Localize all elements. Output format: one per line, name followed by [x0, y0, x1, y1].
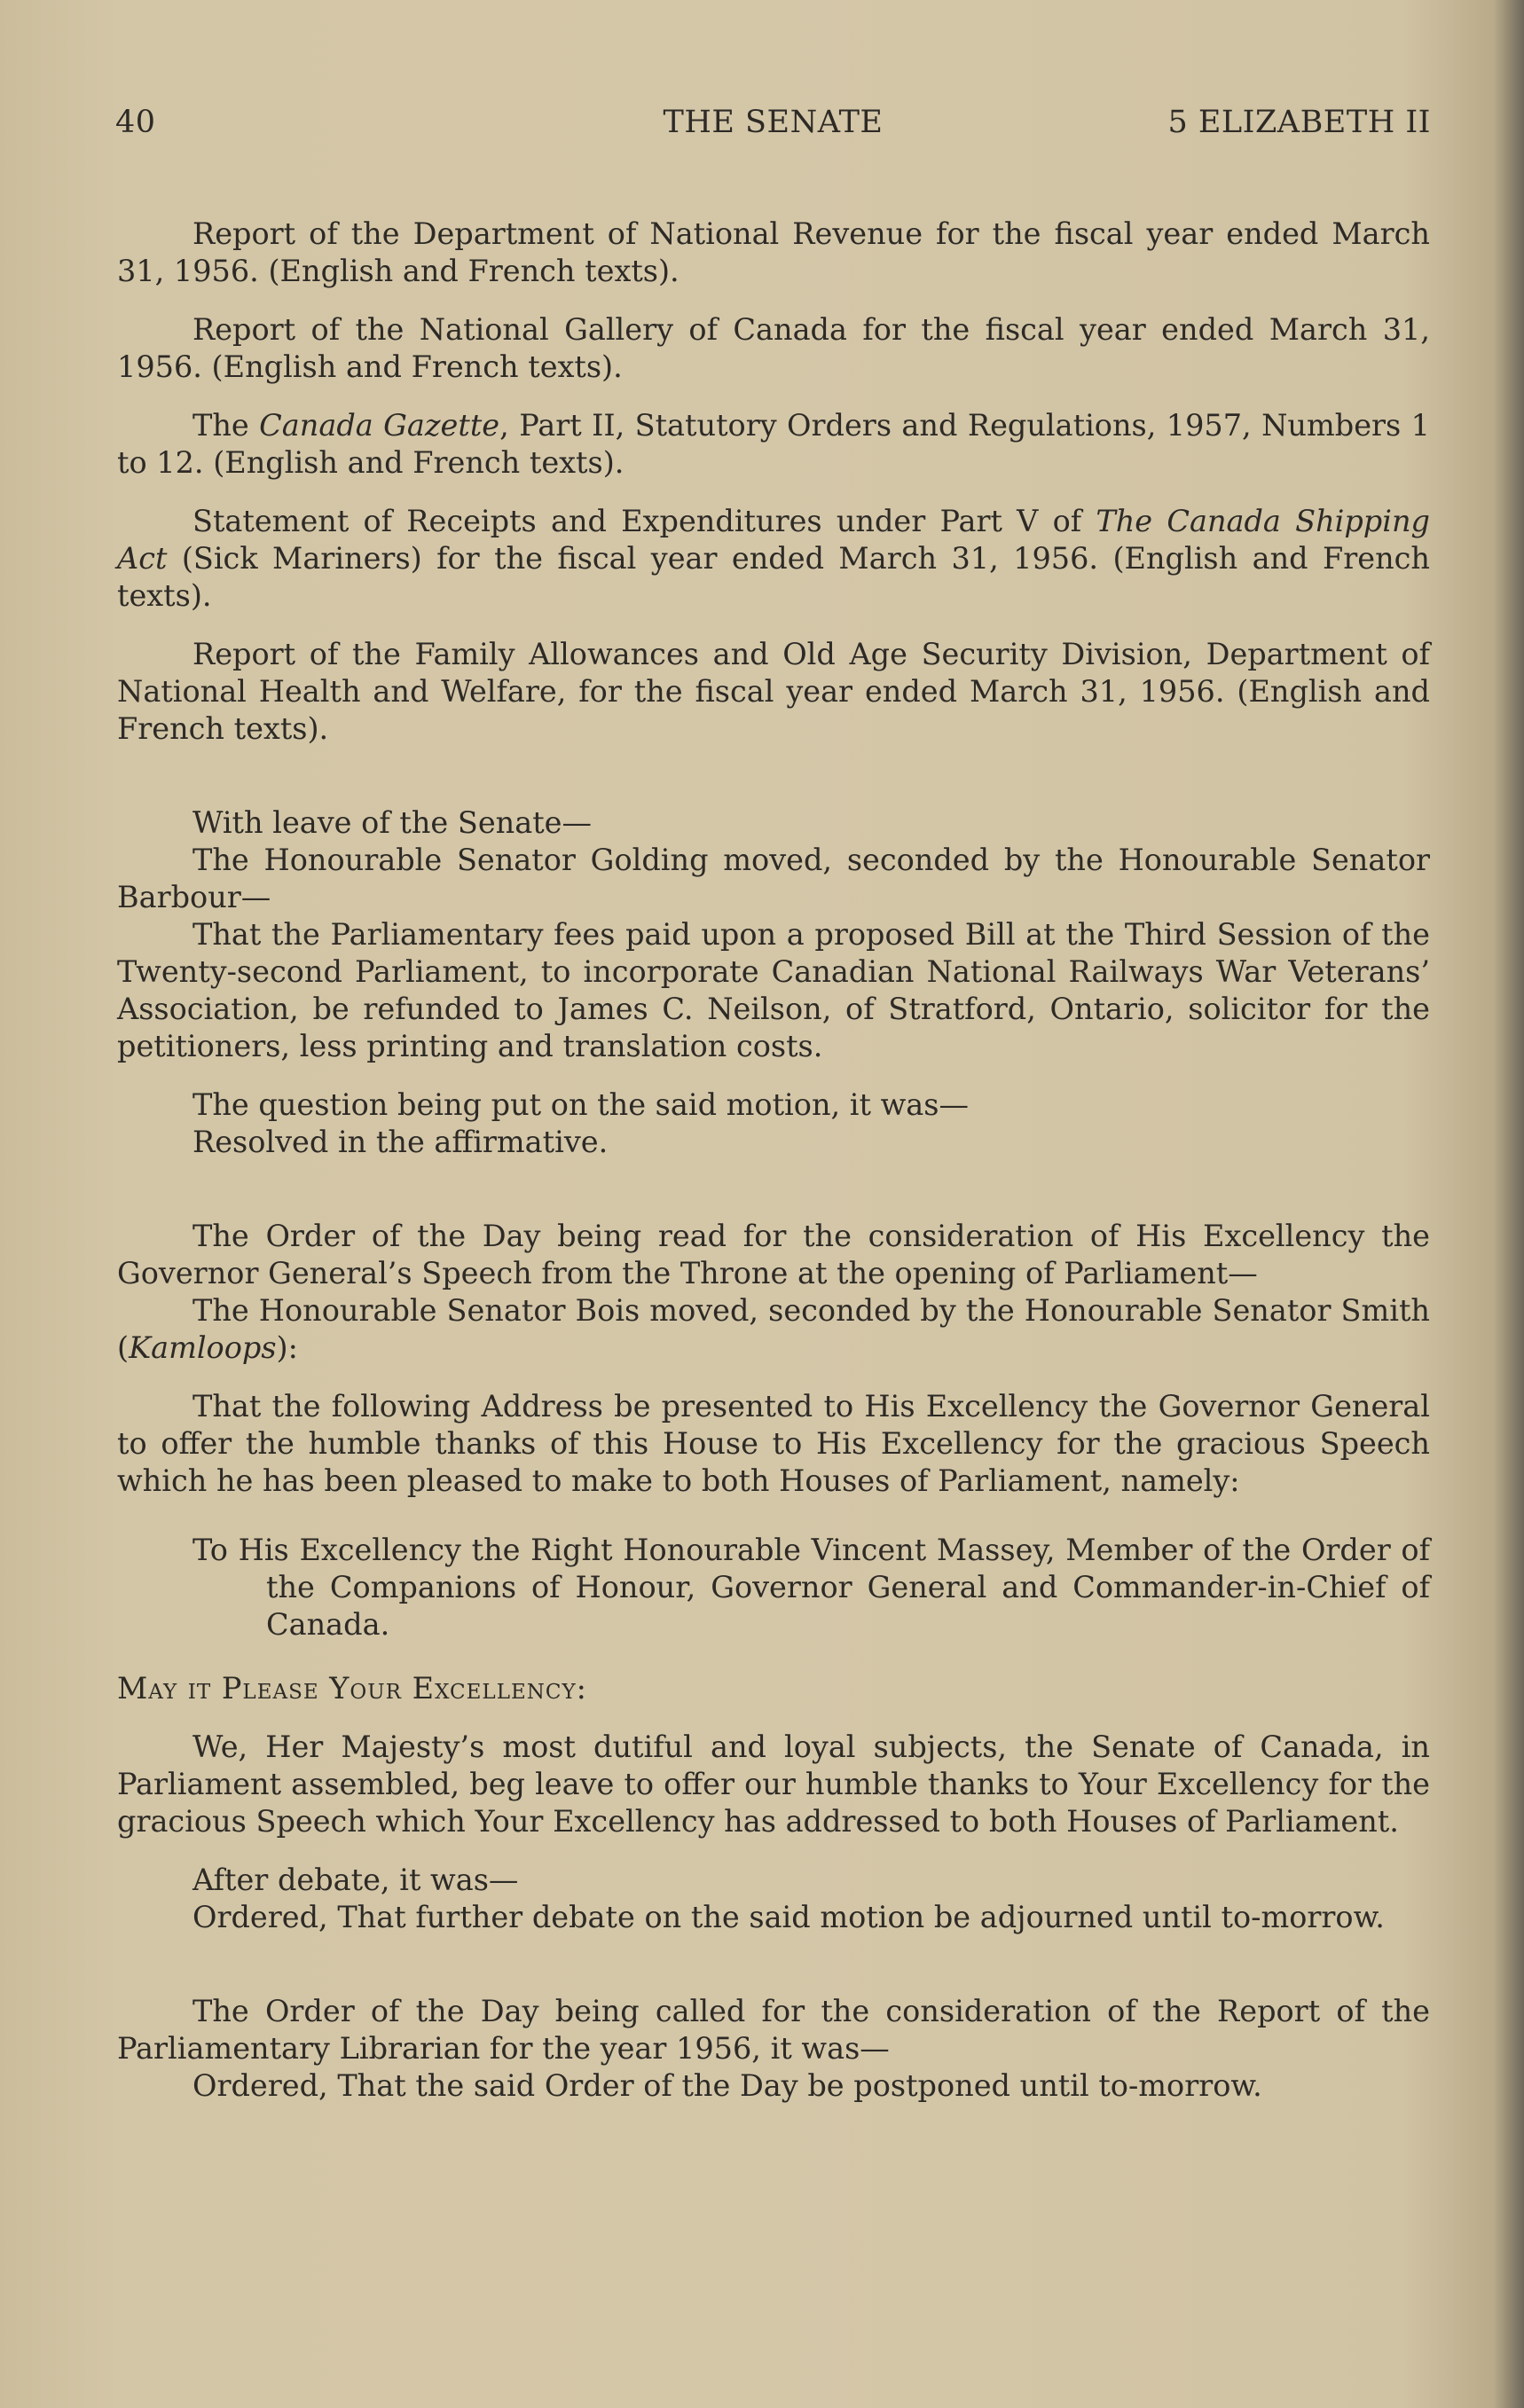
- paragraph-question-put: The question being put on the said motion, it was—: [192, 1087, 969, 1122]
- paragraph-after-debate: After debate, it was—: [192, 1863, 519, 1897]
- paragraph-debate-adjourned: Ordered, That further debate on the said motion be adjourned until to-morrow.: [192, 1900, 1385, 1934]
- paragraph-bois-motion: [117, 1292, 1430, 1367]
- text-segment: , Part II, Statutory Orders and Regulations, 1957, Numbers 1 to 12. (English and French texts).: [117, 408, 1430, 480]
- paragraph-shipping-act-statement: [117, 503, 1430, 615]
- text-segment: Statement of Receipts and Expenditures under Part V of: [192, 504, 1096, 538]
- italic-title: Canada Gazette: [259, 408, 500, 443]
- text-segment: The: [192, 408, 260, 443]
- paragraph-librarian-report: The Order of the Day being called for the consideration of the Report of the Parliamentary Librarian for the year 1956, it was—: [117, 1994, 1430, 2066]
- text-segment: The Honourable Senator Bois moved, seconded by the Honourable Senator Smith (: [117, 1293, 1430, 1365]
- italic-place: Kamloops: [129, 1330, 277, 1365]
- address-to-governor-general: To His Excellency the Right Honourable Vincent Massey, Member of the Order of the Companions of Honour, Governor General and Commander-in-Chief of Canada.: [192, 1533, 1430, 1642]
- paragraph-resolved: Resolved in the affirmative.: [192, 1125, 609, 1159]
- running-header: [115, 105, 1431, 149]
- header-title: THE SENATE: [663, 105, 884, 140]
- paragraph-national-revenue-report: Report of the Department of National Revenue for the fiscal year ended March 31, 1956. (English and French texts).: [117, 216, 1430, 288]
- page-body: [117, 216, 1430, 2126]
- paragraph-humble-thanks: We, Her Majesty’s most dutiful and loyal subjects, the Senate of Canada, in Parliament assembled, beg leave to offer our humble thanks to Your Excellency for the gracious Speech which Your Excellency has addressed to both Houses of Parliament.: [117, 1730, 1430, 1839]
- paragraph-leave-of-senate: With leave of the Senate—: [192, 805, 592, 840]
- italic-title: The Canada Shipping Act: [117, 504, 1430, 576]
- header-reign: 5 ELIZABETH II: [1167, 105, 1431, 140]
- paragraph-order-of-day-speech: The Order of the Day being read for the consideration of His Excellency the Governor General’s Speech from the Throne at the opening of Parliament—: [117, 1219, 1430, 1290]
- paragraph-address-presented: That the following Address be presented to His Excellency the Governor General to offer the humble thanks of this House to His Excellency for the gracious Speech which he has been pleased to make to both Houses of Parliament, namely:: [117, 1389, 1430, 1498]
- paragraph-fees-refund: That the Parliamentary fees paid upon a proposed Bill at the Third Session of the Twenty-second Parliament, to incorporate Canadian National Railways War Veterans’ Association, be refunded to James C. Neilson, of Stratford, Ontario, solicitor for the petitioners, less printing and translation costs.: [117, 917, 1430, 1063]
- paragraph-family-allowances-report: Report of the Family Allowances and Old Age Security Division, Department of National Health and Welfare, for the fiscal year ended March 31, 1956. (English and French texts).: [117, 637, 1430, 746]
- paragraph-canada-gazette: [117, 407, 1430, 482]
- paragraph-national-gallery-report: Report of the National Gallery of Canada for the fiscal year ended March 31, 1956. (English and French texts).: [117, 312, 1430, 384]
- page-number: 40: [115, 105, 156, 140]
- paragraph-golding-motion: The Honourable Senator Golding moved, seconded by the Honourable Senator Barbour—: [117, 843, 1430, 914]
- text-segment: (Sick Mariners) for the fiscal year ended March 31, 1956. (English and French texts).: [117, 541, 1430, 613]
- text-segment: ):: [276, 1330, 298, 1365]
- salutation: May it Please Your Excellency:: [117, 1671, 587, 1706]
- paragraph-order-postponed: Ordered, That the said Order of the Day be postponed until to-morrow.: [192, 2068, 1262, 2103]
